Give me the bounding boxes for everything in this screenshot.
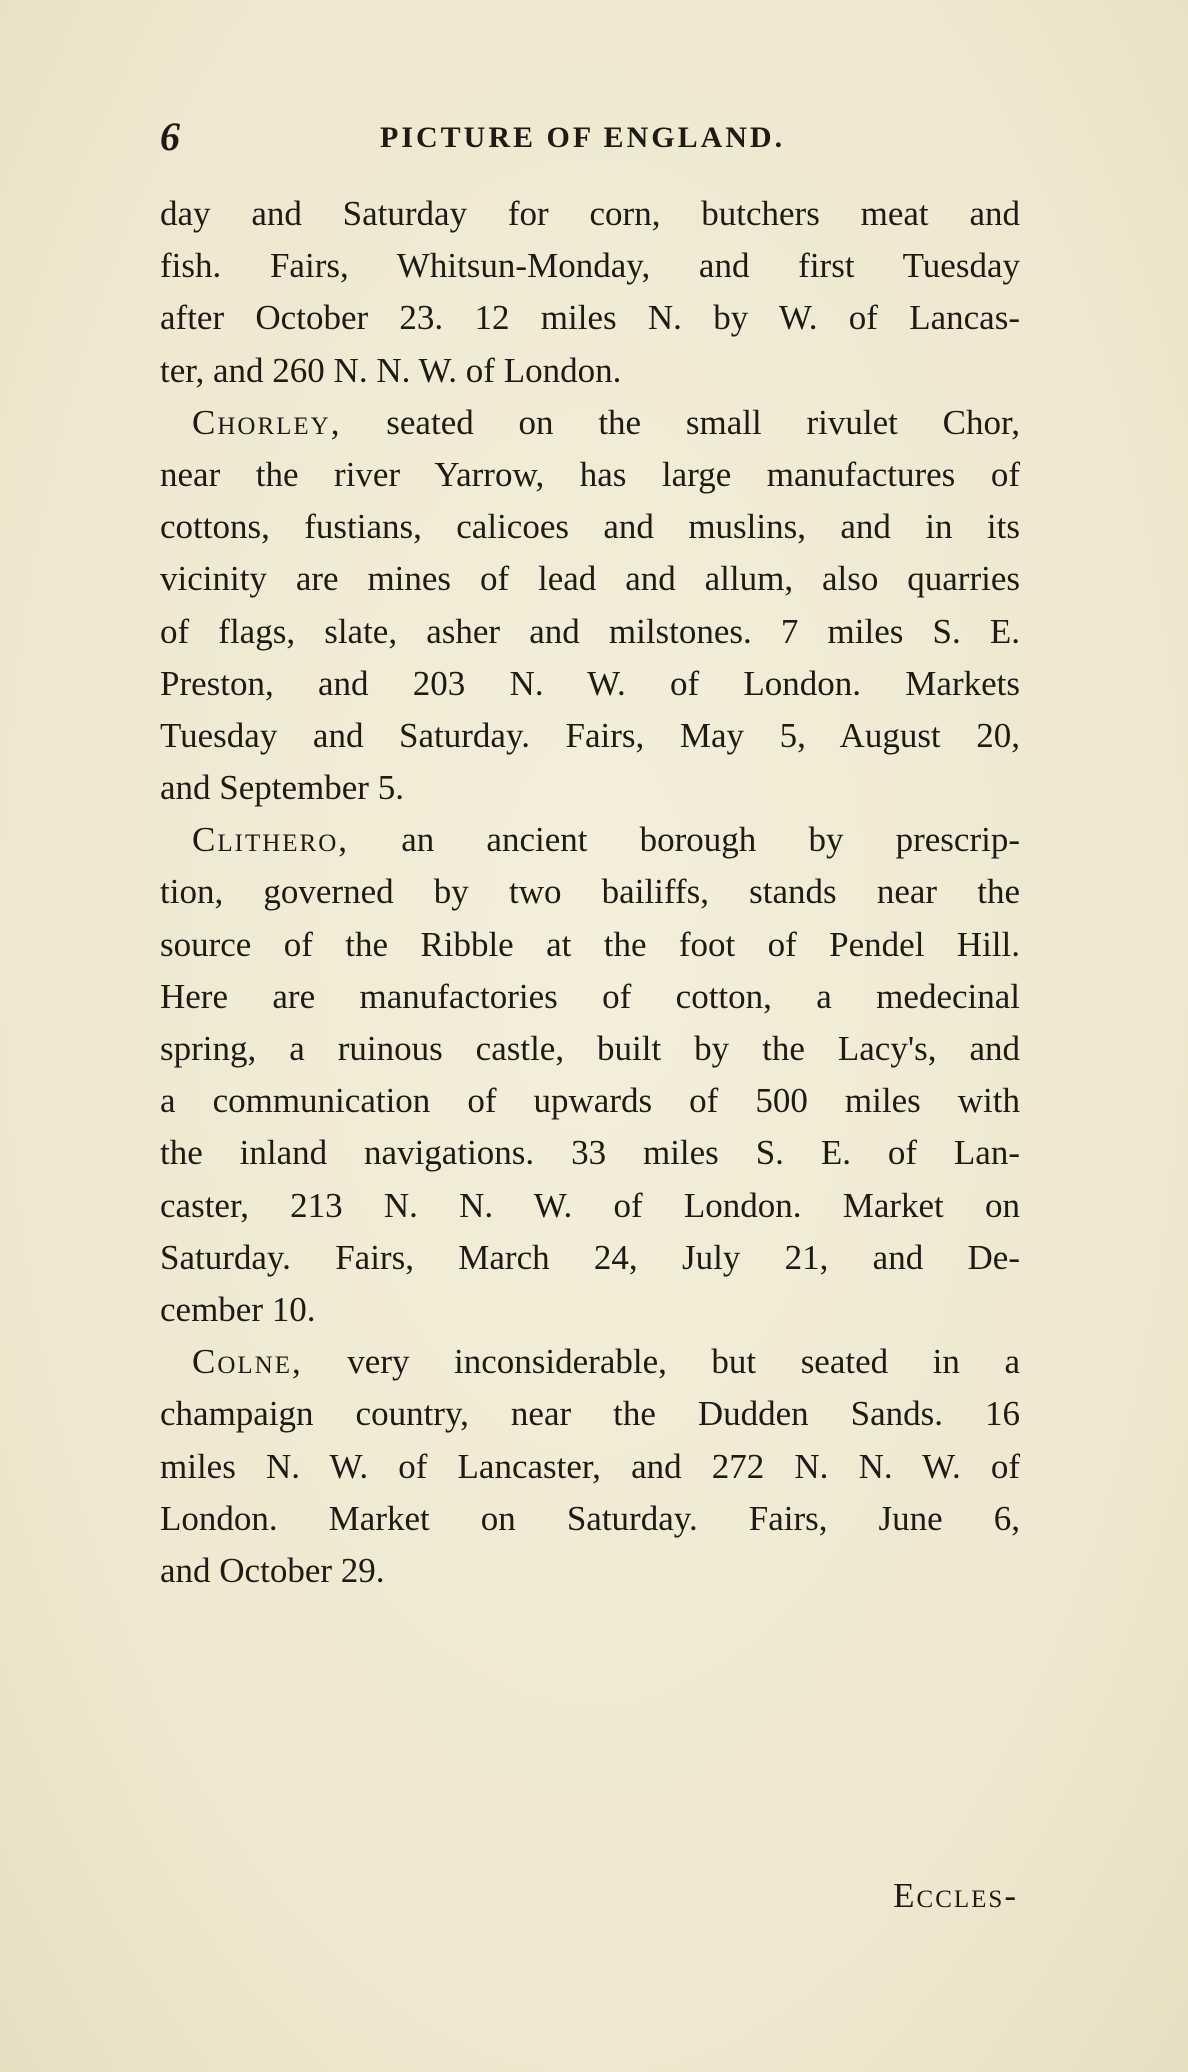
body-text <box>160 188 1020 1597</box>
entry-line-clithero <box>160 814 1020 866</box>
text-line: London. Market on Saturday. Fairs, June 6, <box>160 1498 1020 1538</box>
catchword: Eccles- <box>893 1876 1018 1915</box>
text-line: miles N. W. of Lancaster, and 272 N. N. W. of <box>160 1446 1020 1486</box>
text-line: Tuesday and Saturday. Fairs, May 5, August 20, <box>160 715 1020 755</box>
text-line: and September 5. <box>160 768 404 808</box>
text-line: the inland navigations. 33 miles S. E. of Lan- <box>160 1133 1020 1173</box>
text-line: near the river Yarrow, has large manufactures of <box>160 454 1020 494</box>
text-line: of flags, slate, asher and milstones. 7 miles S. E. <box>160 611 1020 651</box>
text-line: Here are manufactories of cotton, a medecinal <box>160 976 1020 1016</box>
text-line: ter, and 260 N. N. W. of London. <box>160 350 622 390</box>
text-line: Saturday. Fairs, March 24, July 21, and De- <box>160 1237 1020 1277</box>
text-line: vicinity are mines of lead and allum, also quarries <box>160 559 1020 599</box>
text-line: a communication of upwards of 500 miles with <box>160 1081 1020 1121</box>
text-line: spring, a ruinous castle, built by the Lacy's, and <box>160 1029 1020 1068</box>
text-line: an ancient borough by prescrip- <box>401 820 1021 860</box>
text-line: day and Saturday for corn, butchers meat and <box>160 194 1020 233</box>
text-line: cottons, fustians, calicoes and muslins, and in its <box>160 507 1020 547</box>
text-line: source of the Ribble at the foot of Pendel Hill. <box>160 924 1020 964</box>
page-header <box>160 112 1020 162</box>
entry-title-colne: Colne, <box>192 1342 303 1382</box>
running-title: PICTURE OF ENGLAND. <box>380 121 786 154</box>
text-line: very inconsiderable, but seated in a <box>347 1342 1020 1382</box>
text-line: champaign country, near the Dudden Sands. 16 <box>160 1394 1020 1434</box>
entry-title-chorley: Chorley, <box>192 402 342 442</box>
text-line: after October 23. 12 miles N. by W. of Lancas- <box>160 298 1020 338</box>
text-line: cember 10. <box>160 1289 316 1329</box>
text-line: and October 29. <box>160 1550 385 1590</box>
text-line: seated on the small rivulet Chor, <box>386 402 1020 442</box>
text-line: Preston, and 203 N. W. of London. Markets <box>160 663 1020 703</box>
text-line: tion, governed by two bailiffs, stands near the <box>160 872 1020 912</box>
entry-line-colne <box>160 1336 1020 1388</box>
entry-title-clithero: Clithero, <box>192 820 350 860</box>
text-line: fish. Fairs, Whitsun-Monday, and first Tuesday <box>160 246 1020 286</box>
page-number: 6 <box>160 114 180 159</box>
entry-line-chorley <box>160 397 1020 449</box>
text-line: caster, 213 N. N. W. of London. Market on <box>160 1185 1020 1225</box>
